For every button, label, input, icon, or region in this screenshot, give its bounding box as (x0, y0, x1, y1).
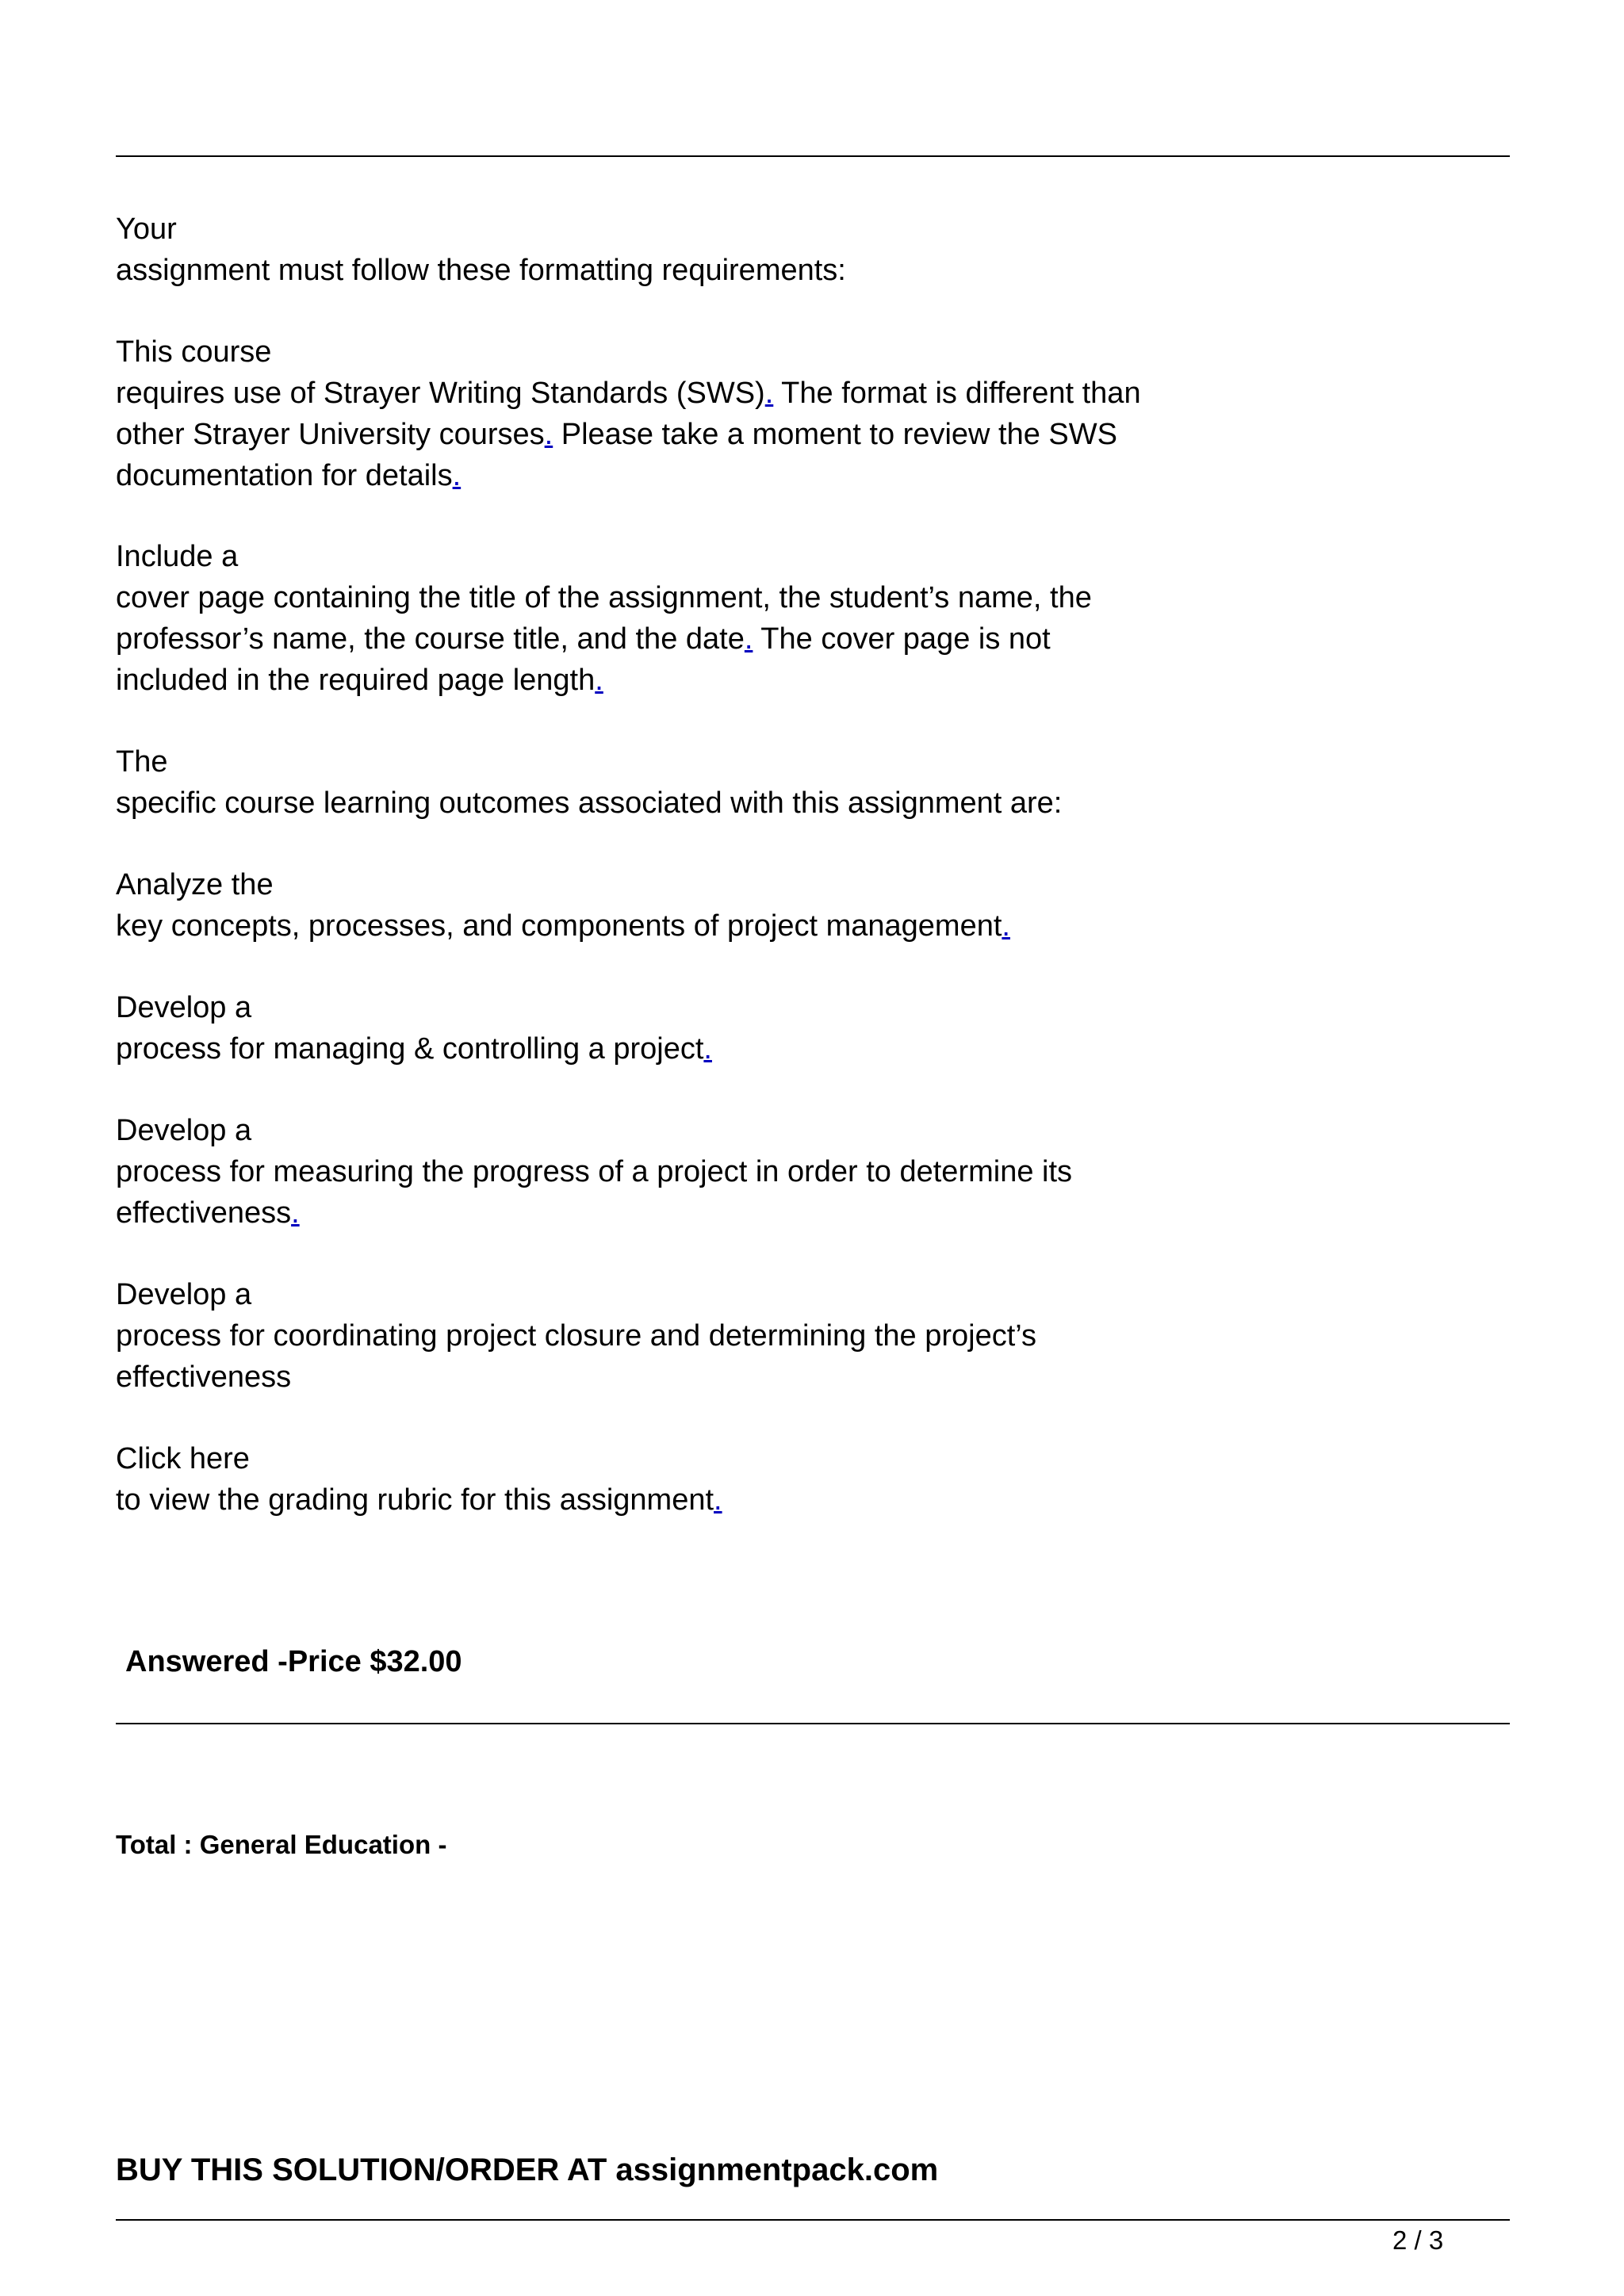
text-line: Develop a (116, 1278, 252, 1311)
price-rule (116, 1723, 1510, 1724)
link-dot[interactable]: . (291, 1196, 300, 1230)
text-line: cover page containing the title of the assignment, the student’s name, the (116, 581, 1092, 614)
text-segment: effectiveness (116, 1196, 292, 1230)
link-dot[interactable]: . (544, 418, 553, 451)
paragraph-cover-page (116, 536, 1092, 701)
text-line: This course (116, 335, 272, 369)
footer-rule (116, 2219, 1510, 2221)
text-line (116, 414, 1141, 455)
text-segment: documentation for details (116, 459, 453, 492)
text-segment: requires use of Strayer Writing Standards (SWS) (116, 377, 765, 410)
page-number: 2 / 3 (1392, 2225, 1444, 2255)
text-segment: Please take a moment to review the SWS (553, 418, 1117, 451)
text-line (116, 1028, 712, 1070)
paragraph-formatting-intro (116, 209, 846, 291)
text-segment: other Strayer University courses (116, 418, 545, 451)
price-label: Answered -Price $32.00 (125, 1645, 462, 1678)
text-segment: process for managing & controlling a project (116, 1032, 704, 1066)
link-dot[interactable]: . (452, 459, 462, 492)
text-segment: to view the grading rubric for this assignment (116, 1483, 714, 1517)
text-line (116, 618, 1092, 660)
text-line: Analyze the (116, 868, 274, 901)
link-dot[interactable]: . (703, 1032, 712, 1066)
link-dot[interactable]: . (595, 664, 603, 697)
header-rule (116, 155, 1510, 157)
text-line: The (116, 745, 168, 779)
text-line: specific course learning outcomes associated with this assignment are: (116, 786, 1063, 820)
outcome-managing (116, 987, 712, 1070)
text-line (116, 455, 1141, 496)
link-dot[interactable]: . (764, 377, 774, 410)
text-line: Include a (116, 540, 239, 573)
paragraph-rubric (116, 1438, 722, 1521)
outcome-measuring (116, 1110, 1072, 1234)
text-line: Your (116, 212, 177, 246)
text-line (116, 373, 1141, 414)
outcome-analyze (116, 864, 1010, 947)
text-line: assignment must follow these formatting requirements: (116, 254, 846, 287)
text-line (116, 1479, 722, 1521)
text-line (116, 1192, 1072, 1234)
link-dot[interactable]: . (1002, 909, 1010, 943)
text-line: effectiveness (116, 1360, 292, 1394)
outcome-closure (116, 1274, 1036, 1398)
text-line: Develop a (116, 1114, 252, 1147)
buy-solution-text: BUY THIS SOLUTION/ORDER AT assignmentpack.com (116, 2152, 939, 2187)
text-segment: included in the required page length (116, 664, 596, 697)
paragraph-learning-outcomes (116, 741, 1062, 824)
paragraph-sws (116, 331, 1141, 496)
text-line: process for measuring the progress of a project in order to determine its (116, 1155, 1073, 1188)
text-segment: professor’s name, the course title, and the date (116, 622, 745, 656)
text-segment: The cover page is not (753, 622, 1051, 656)
text-line (116, 660, 1092, 701)
link-dot[interactable]: . (714, 1483, 722, 1517)
text-line (116, 905, 1010, 947)
text-line: Develop a (116, 991, 252, 1024)
text-line: Click here (116, 1442, 250, 1475)
text-segment: key concepts, processes, and components of project management (116, 909, 1002, 943)
link-dot[interactable]: . (744, 622, 753, 656)
text-segment: The format is different than (773, 377, 1141, 410)
total-label: Total : General Education - (116, 1830, 447, 1859)
text-line: process for coordinating project closure and determining the project’s (116, 1319, 1037, 1353)
